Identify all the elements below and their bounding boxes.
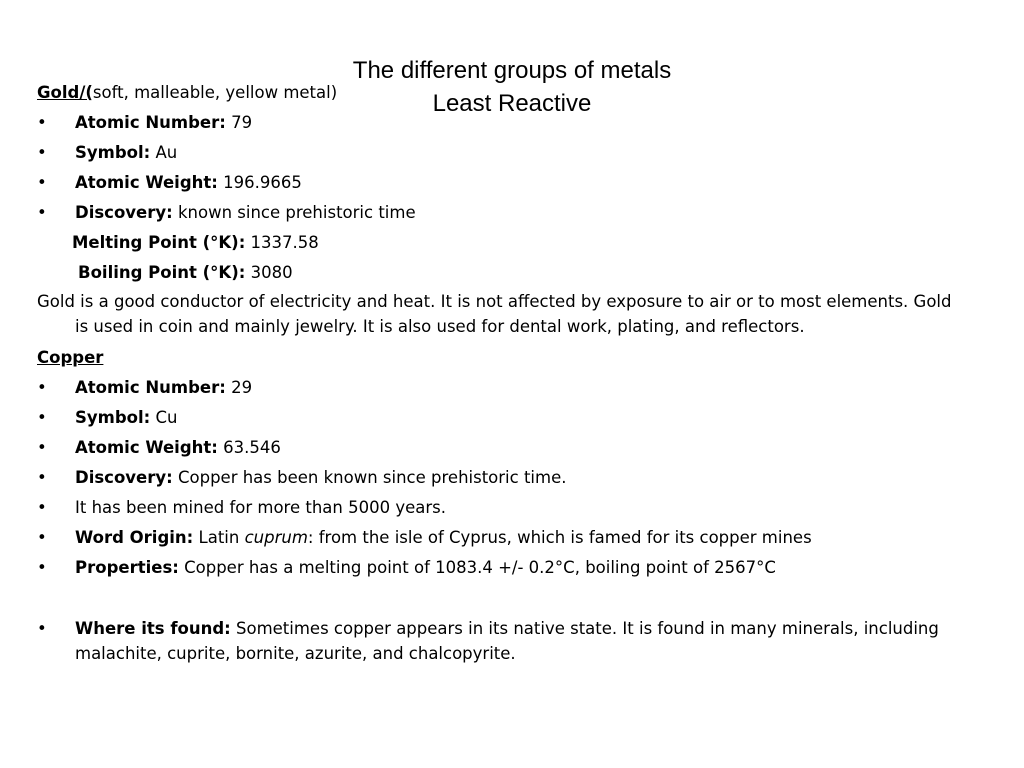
copper-symbol-label: Symbol:: [75, 408, 151, 427]
copper-atomic-weight-label: Atomic Weight:: [75, 438, 218, 457]
gold-discovery-label: Discovery:: [75, 203, 173, 222]
copper-atomic-number: [37, 373, 957, 403]
gold-atomic-number: [37, 108, 957, 138]
copper-where-found: [37, 616, 957, 666]
gold-boiling-point-value: 3080: [245, 263, 293, 282]
gold-melting-point: [37, 228, 957, 258]
gold-symbol-label: Symbol:: [75, 143, 151, 162]
bullet-icon: •: [37, 528, 47, 547]
bullet-icon: •: [37, 438, 47, 457]
gold-atomic-weight: [37, 168, 957, 198]
gold-atomic-number-label: Atomic Number:: [75, 113, 226, 132]
bullet-icon: •: [37, 173, 47, 192]
copper-symbol-value: Cu: [150, 408, 178, 427]
copper-atomic-number-value: 29: [225, 378, 253, 397]
copper-where-found-label: Where its found:: [75, 619, 231, 638]
copper-atomic-weight: [37, 433, 957, 463]
gold-heading-label: Gold/(: [37, 83, 93, 102]
copper-word-origin-prefix: Latin: [193, 528, 245, 547]
bullet-icon: •: [37, 203, 47, 222]
gold-atomic-weight-label: Atomic Weight:: [75, 173, 218, 192]
copper-heading: [37, 343, 957, 373]
gold-description: Gold is a good conductor of electricity and heat. It is not affected by exposure to air or to most elements. Gold is used in coin and mainly jewelry. It is also used for dental work, plating, and reflectors.: [37, 292, 952, 336]
bullet-icon: •: [37, 498, 47, 517]
gold-discovery: [37, 198, 957, 228]
copper-word-origin-latin: cuprum: [244, 528, 308, 547]
gold-melting-point-value: 1337.58: [245, 233, 319, 252]
gold-atomic-weight-value: 196.9665: [217, 173, 302, 192]
copper-properties: [37, 553, 957, 583]
gold-melting-point-label: Melting Point (°K):: [72, 233, 246, 252]
slide-body: [37, 78, 957, 666]
copper-word-origin-suffix: : from the isle of Cyprus, which is famed for its copper mines: [307, 528, 812, 547]
bullet-icon: •: [37, 558, 47, 577]
gold-boiling-point: [37, 258, 957, 288]
gold-discovery-value: known since prehistoric time: [172, 203, 416, 222]
slide-title-line-2: Least Reactive: [432, 90, 592, 117]
copper-discovery-label: Discovery:: [75, 468, 173, 487]
copper-properties-value: Copper has a melting point of 1083.4 +/- 0.2°C, boiling point of 2567°C: [178, 558, 776, 577]
gold-symbol: [37, 138, 957, 168]
copper-heading-label: Copper: [37, 348, 104, 367]
copper-atomic-number-label: Atomic Number:: [75, 378, 226, 397]
copper-discovery: [37, 463, 957, 493]
copper-properties-label: Properties:: [75, 558, 179, 577]
bullet-icon: •: [37, 378, 47, 397]
copper-atomic-weight-value: 63.546: [217, 438, 281, 457]
slide-title-line-1: The different groups of metals: [352, 57, 672, 84]
copper-discovery-value: Copper has been known since prehistoric time.: [172, 468, 567, 487]
copper-where-found-value: Sometimes copper appears in its native state. It is found in many minerals, including malachite, cuprite, bornite, azurite, and chalcopyrite.: [75, 619, 939, 663]
bullet-icon: •: [37, 143, 47, 162]
bullet-icon: •: [37, 468, 47, 487]
copper-symbol: [37, 403, 957, 433]
gold-heading: [37, 78, 957, 108]
gold-heading-note: soft, malleable, yellow metal): [92, 83, 338, 102]
gold-boiling-point-label: Boiling Point (°K):: [78, 263, 246, 282]
bullet-icon: •: [37, 619, 47, 638]
spacer: [37, 583, 957, 613]
bullet-icon: •: [37, 408, 47, 427]
copper-mined: [37, 493, 957, 523]
gold-atomic-number-value: 79: [225, 113, 253, 132]
bullet-icon: •: [37, 113, 47, 132]
copper-mined-text: It has been mined for more than 5000 years.: [75, 498, 447, 517]
copper-word-origin: [37, 523, 957, 553]
copper-word-origin-label: Word Origin:: [75, 528, 194, 547]
gold-symbol-value: Au: [150, 143, 178, 162]
